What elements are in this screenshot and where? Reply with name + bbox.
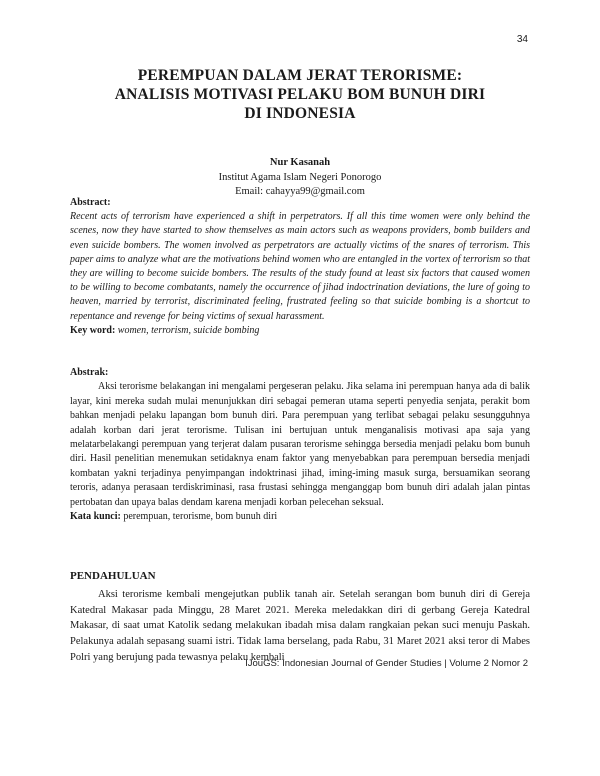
journal-footer: IJouGS: Indonesian Journal of Gender Studies | Volume 2 Nomor 2 bbox=[245, 658, 528, 669]
title-line-1: PEREMPUAN DALAM JERAT TERORISME: bbox=[137, 67, 463, 84]
abstract-en-keywords bbox=[70, 324, 530, 338]
keywords-id-label: Kata kunci: bbox=[70, 511, 121, 523]
abstract-id-body: Aksi terorisme belakangan ini mengalami pergeseran pelaku. Jika selama ini perempuan hanya ada di balik layar, kini mereka sudah mulai menunjukkan diri sebagai pemeran utama seperti penyedia senjata, perakit bom bahkan menjadi pelaku lapangan bom bunuh diri. Para perempuan yang terlibat sebagai pelaku sesungguhnya adalah korban dari jerat terorisme. Tulisan ini bertujuan untuk menganalisis motivasi apa saja yang melatarbelakangi perempuan yang terjerat dalam pusaran terorisme sehingga bersedia menjadi pelaku bom bunuh diri. Hasil penelitian menemukan setidaknya enam faktor yang menyebabkan para perempuan bersedia menjadi kombatan yakni terjadinya penyimpangan indoktrinasi jihad, iming-iming masuk surga, bersuamikan seorang teroris, adanya perasaan terdiskriminasi, rasa frustasi sehingga menganggap bom bunuh diri adalah jalan pintas pertobatan dan upaya balas dendam karena menjadi korban pelecehan seksual. bbox=[70, 381, 530, 508]
author-name: Nur Kasanah bbox=[269, 157, 331, 168]
introduction-body: Aksi terorisme kembali mengejutkan publik tanah air. Setelah serangan bom bunuh diri di Gereja Katedral Makasar pada Minggu, 28 Maret 2021. Mereka meledakkan diri di gerbang Gereja Katedral Makasar, di saat umat Katolik sedang melakukan ibadah misa dalam rangkaian pekan suci menuju Paskah. Pelakunya adalah sepasang suami istri. Tidak lama berselang, pada Rabu, 31 Maret 2021 aksi teror di Mabes Polri yang berujung pada tewasnya pelaku kembali bbox=[70, 588, 530, 663]
abstract-indonesian bbox=[70, 366, 530, 524]
paper-title bbox=[60, 66, 540, 123]
author-email: Email: cahayya99@gmail.com bbox=[235, 186, 365, 197]
author-affiliation: Institut Agama Islam Negeri Ponorogo bbox=[218, 171, 382, 183]
author-block bbox=[60, 156, 540, 200]
abstract-id-heading: Abstrak: bbox=[70, 367, 109, 378]
section-heading: PENDAHULUAN bbox=[70, 570, 156, 582]
keywords-en-label: Key word: bbox=[70, 324, 116, 336]
page-number: 34 bbox=[516, 34, 528, 45]
abstract-english bbox=[70, 196, 530, 338]
keywords-id-values: perempuan, terorisme, bom bunuh diri bbox=[123, 511, 278, 523]
abstract-en-heading: Abstract: bbox=[70, 197, 111, 208]
title-line-2: ANALISIS MOTIVASI PELAKU BOM BUNUH DIRI bbox=[114, 86, 486, 103]
abstract-en-body: Recent acts of terrorism have experienced a shift in perpetrators. If all this time women were only behind the scenes, now they have started to show themselves as main actors such as weapons providers, bomb builders and even suicide bombers. The women involved as perpetrators are actually victims of the snares of terrorism. This paper aims to analyze what are the motivations behind women who are entangled in the vortex of terrorism so that they are willing to become suicide bombers. The results of the study found at least six factors that caused women to be willing to become combatants, namely the occurrence of jihad indoctrination deviations, the lure of going to heaven, married by terrorist, discriminated feeling, frustrated feeling so that suicide bombing is a shortcut to repentance and revenge for being victims of sexual harassment. bbox=[70, 211, 530, 322]
abstract-id-keywords bbox=[70, 510, 530, 524]
keywords-en-values: women, terrorism, suicide bombing bbox=[117, 324, 260, 336]
introduction-section bbox=[70, 569, 530, 666]
title-line-3: DI INDONESIA bbox=[244, 105, 356, 122]
